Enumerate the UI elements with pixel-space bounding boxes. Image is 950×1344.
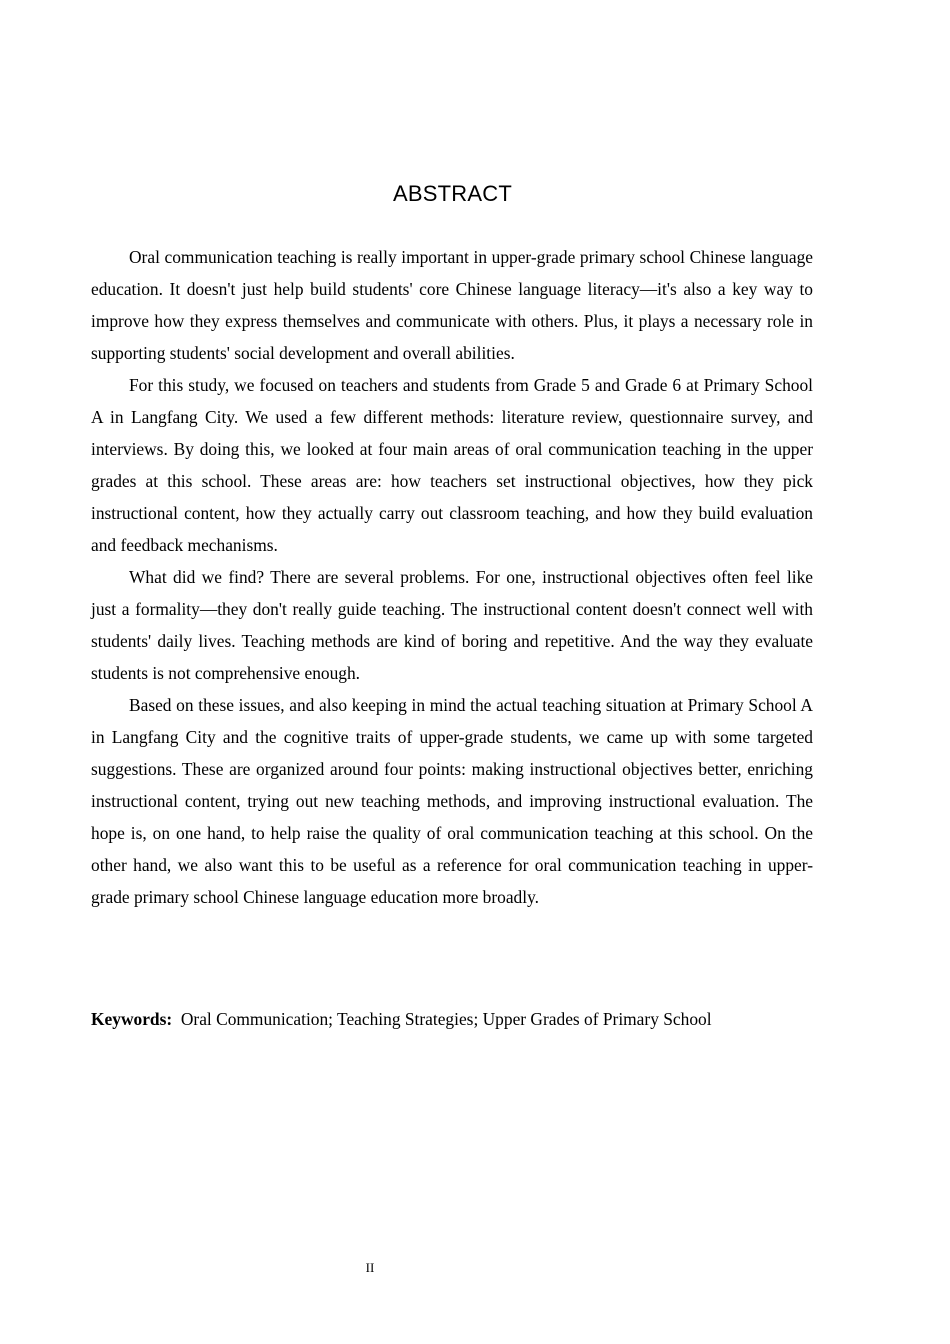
keywords-line	[91, 1003, 851, 1035]
abstract-body	[91, 241, 813, 913]
abstract-paragraph-2: For this study, we focused on teachers and students from Grade 5 and Grade 6 at Primary School A in Langfang City. We used a few different methods: literature review, questionnaire survey, and interviews. By doing this, we looked at four main areas of oral communication teaching in the upper grades at this school. These areas are: how teachers set instructional objectives, how they pick instructional content, how they actually carry out classroom teaching, and how they build evaluation and feedback mechanisms.	[91, 375, 813, 555]
keywords-label: Keywords:	[91, 1009, 173, 1029]
abstract-paragraph-3: What did we find? There are several problems. For one, instructional objectives often feel like just a formality—they don't really guide teaching. The instructional content doesn't connect well with students' daily lives. Teaching methods are kind of boring and repetitive. And the way they evaluate students is not comprehensive enough.	[91, 567, 813, 683]
page-number: II	[365, 1260, 375, 1275]
abstract-paragraph-4: Based on these issues, and also keeping in mind the actual teaching situation at Primary School A in Langfang City and the cognitive traits of upper-grade students, we came up with some targeted suggestions. These are organized around four points: making instructional objectives better, enriching instructional content, trying out new teaching methods, and improving instructional evaluation. The hope is, on one hand, to help raise the quality of oral communication teaching at this school. On the other hand, we also want this to be useful as a reference for oral communication teaching in upper-grade primary school Chinese language education more broadly.	[91, 695, 813, 907]
abstract-title: ABSTRACT	[393, 181, 512, 206]
abstract-paragraph-1: Oral communication teaching is really important in upper-grade primary school Chinese language education. It doesn't just help build students' core Chinese language literacy—it's also a key way to improve how they express themselves and communicate with others. Plus, it plays a necessary role in supporting students' social development and overall abilities.	[91, 247, 813, 363]
keywords-text: Oral Communication; Teaching Strategies; Upper Grades of Primary School	[180, 1009, 712, 1029]
